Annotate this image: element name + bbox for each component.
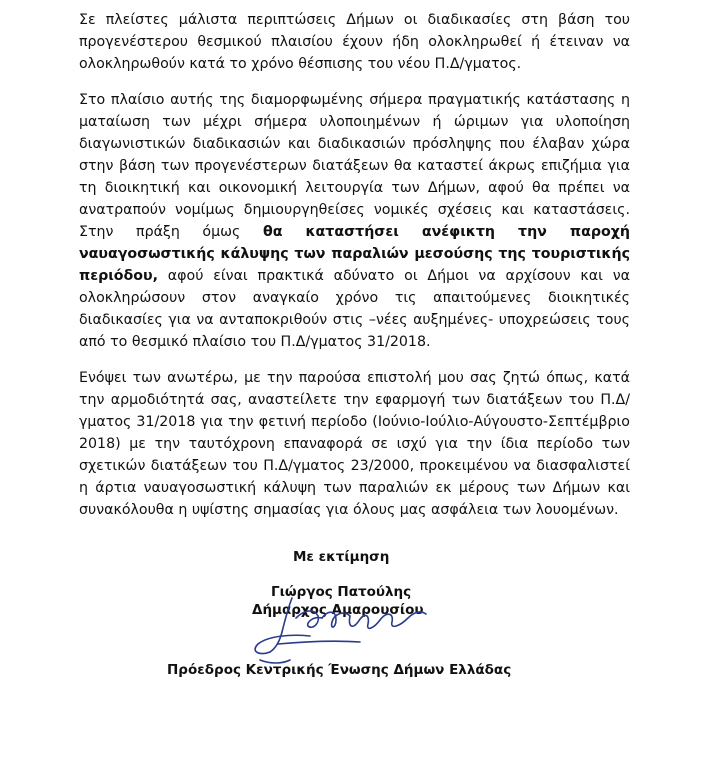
paragraph-1: Σε πλείστες μάλιστα περιπτώσεις Δήμων οι διαδικασίες στη βάση του προγενέστερου θεσμικού πλαισίου έχουν ήδη ολοκληρωθεί ή έτειναν να ολοκληρωθούν κατά το χρόνο θέσπισης του νέου Π.Δ/γματος. [79,12,630,72]
signatory-title: Δήμαρχος Αμαρουσίου [252,602,424,618]
paragraph-2 [79,89,630,353]
closing-salutation: Με εκτίμηση [293,549,390,565]
signatory-name: Γιώργος Πατούλης [271,584,412,600]
paragraph-2-bold-emphasis: θα καταστήσει ανέφικτη την παροχή ναυαγοσωστικής κάλυψης των παραλιών μεσούσης της τουριστικής περιόδου, [79,224,630,284]
letter-body [79,9,630,535]
paragraph-2-text-start: Στο πλαίσιο αυτής της διαμορφωμένης σήμερα πραγματικής κατάστασης η ματαίωση των μέχρι σήμερα υλοποιημένων ή ώριμων για υλοποίηση διαγωνιστικών διαδικασιών και διαδικασιών πρόσληψης που έλαβαν χώρα στην βάση των προγενέστερων διατάξεων θα καταστεί άκρως επιζήμια για τη διοικητική και οικονομική λειτουργία των Δήμων, αφού θα πρέπει να ανατραπούν νομίμως δημιουργηθείσες νομικές σχέσεις και καταστάσεις. Στην πράξη όμως [79,92,630,240]
paragraph-3: Ενόψει των ανωτέρω, με την παρούσα επιστολή μου σας ζητώ όπως, κατά την αρμοδιότητά σας, αναστείλετε την εφαρμογή των διατάξεων του Π.Δ/γματος 31/2018 για την φετινή περίοδο (Ιούνιο-Ιούλιο-Αύγουστο-Σεπτέμβριο 2018) με την ταυτόχρονη επαναφορά σε ισχύ για την ίδια περίοδο των σχετικών διατάξεων του Π.Δ/γματος 23/2000, προκειμένου να διασφαλιστεί η άρτια ναυαγοσωστική κάλυψη των παραλιών εκ μέρους των Δήμων και συνακόλουθα η υψίστης σημασίας για όλους μας ασφάλεια των λουομένων. [79,370,630,518]
signatory-organization: Πρόεδρος Κεντρικής Ένωσης Δήμων Ελλάδας [167,662,512,678]
handwritten-signature [230,560,450,690]
paragraph-2-text-end: αφού είναι πρακτικά αδύνατο οι Δήμοι να αρχίσουν και να ολοκληρώσουν στον αναγκαίο χρόνο τις απαιτούμενες διοικητικές διαδικασίες για να ανταποκριθούν στις –νέες αυξημένες- υποχρεώσεις τους από το θεσμικό πλαίσιο του Π.Δ/γματος 31/2018. [79,268,630,350]
